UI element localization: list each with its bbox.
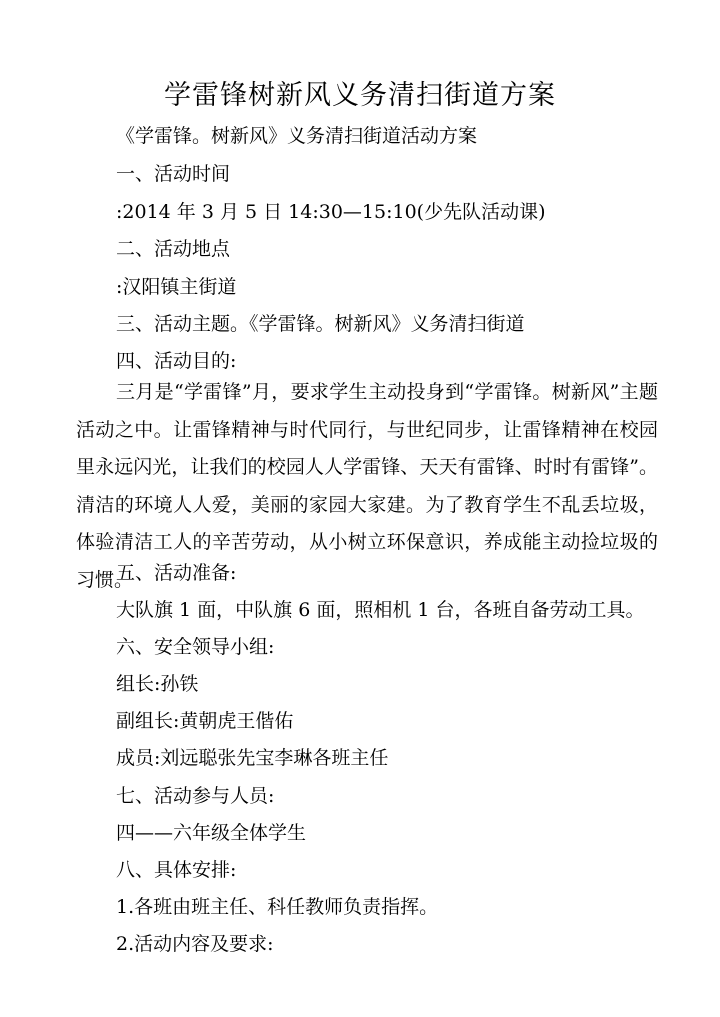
section-time-value: :2014 年 3 月 5 日 14:30—15:10(少先队活动课) [116,201,546,223]
plan-subtitle: 《学雷锋。树新风》义务清扫街道活动方案 [116,125,478,147]
section-time-heading: 一、活动时间 [116,163,231,185]
section-location-heading: 二、活动地点 [116,238,231,260]
section-preparation-value: 大队旗 1 面，中队旗 6 面，照相机 1 台，各班自备劳动工具。 [116,599,645,621]
section-location-value: :汉阳镇主街道 [116,276,237,298]
section-theme-heading: 三、活动主题。《学雷锋。树新风》义务清扫街道 [116,313,525,335]
section-preparation-heading: 五、活动准备: [116,562,237,584]
section-purpose-paragraph: 三月是“学雷锋”月，要求学生主动投身到“学雷锋。树新风”主题活动之中。让雷锋精神与时代同行，与世纪同步，让雷锋精神在校园里永远闪光，让我们的校园人人学雷锋、天天有雷锋、时时有雷锋”。清洁的环境人人爱，美丽的家园大家建。为了教育学生不乱丢垃圾，体验清洁工人的辛苦劳动，从小树立环保意识，养成能主动捡垃圾的习惯。 [76,381,658,591]
section-participants-heading: 七、活动参与人员: [116,785,275,807]
arrangement-item-2: 2.活动内容及要求: [116,933,274,955]
safety-deputy: 副组长:黄朝虎王偕佑 [116,710,294,732]
arrangement-item-1: 1.各班由班主任、科任教师负责指挥。 [116,896,439,918]
section-purpose-heading: 四、活动目的: [116,350,237,372]
document-title: 学雷锋树新风义务清扫街道方案 [164,80,556,111]
safety-leader: 组长:孙铁 [116,673,199,695]
safety-members: 成员:刘远聪张先宝李琳各班主任 [116,747,389,769]
section-arrangement-heading: 八、具体安排: [116,859,237,881]
section-participants-value: 四——六年级全体学生 [116,822,307,844]
section-safety-heading: 六、安全领导小组: [116,636,275,658]
